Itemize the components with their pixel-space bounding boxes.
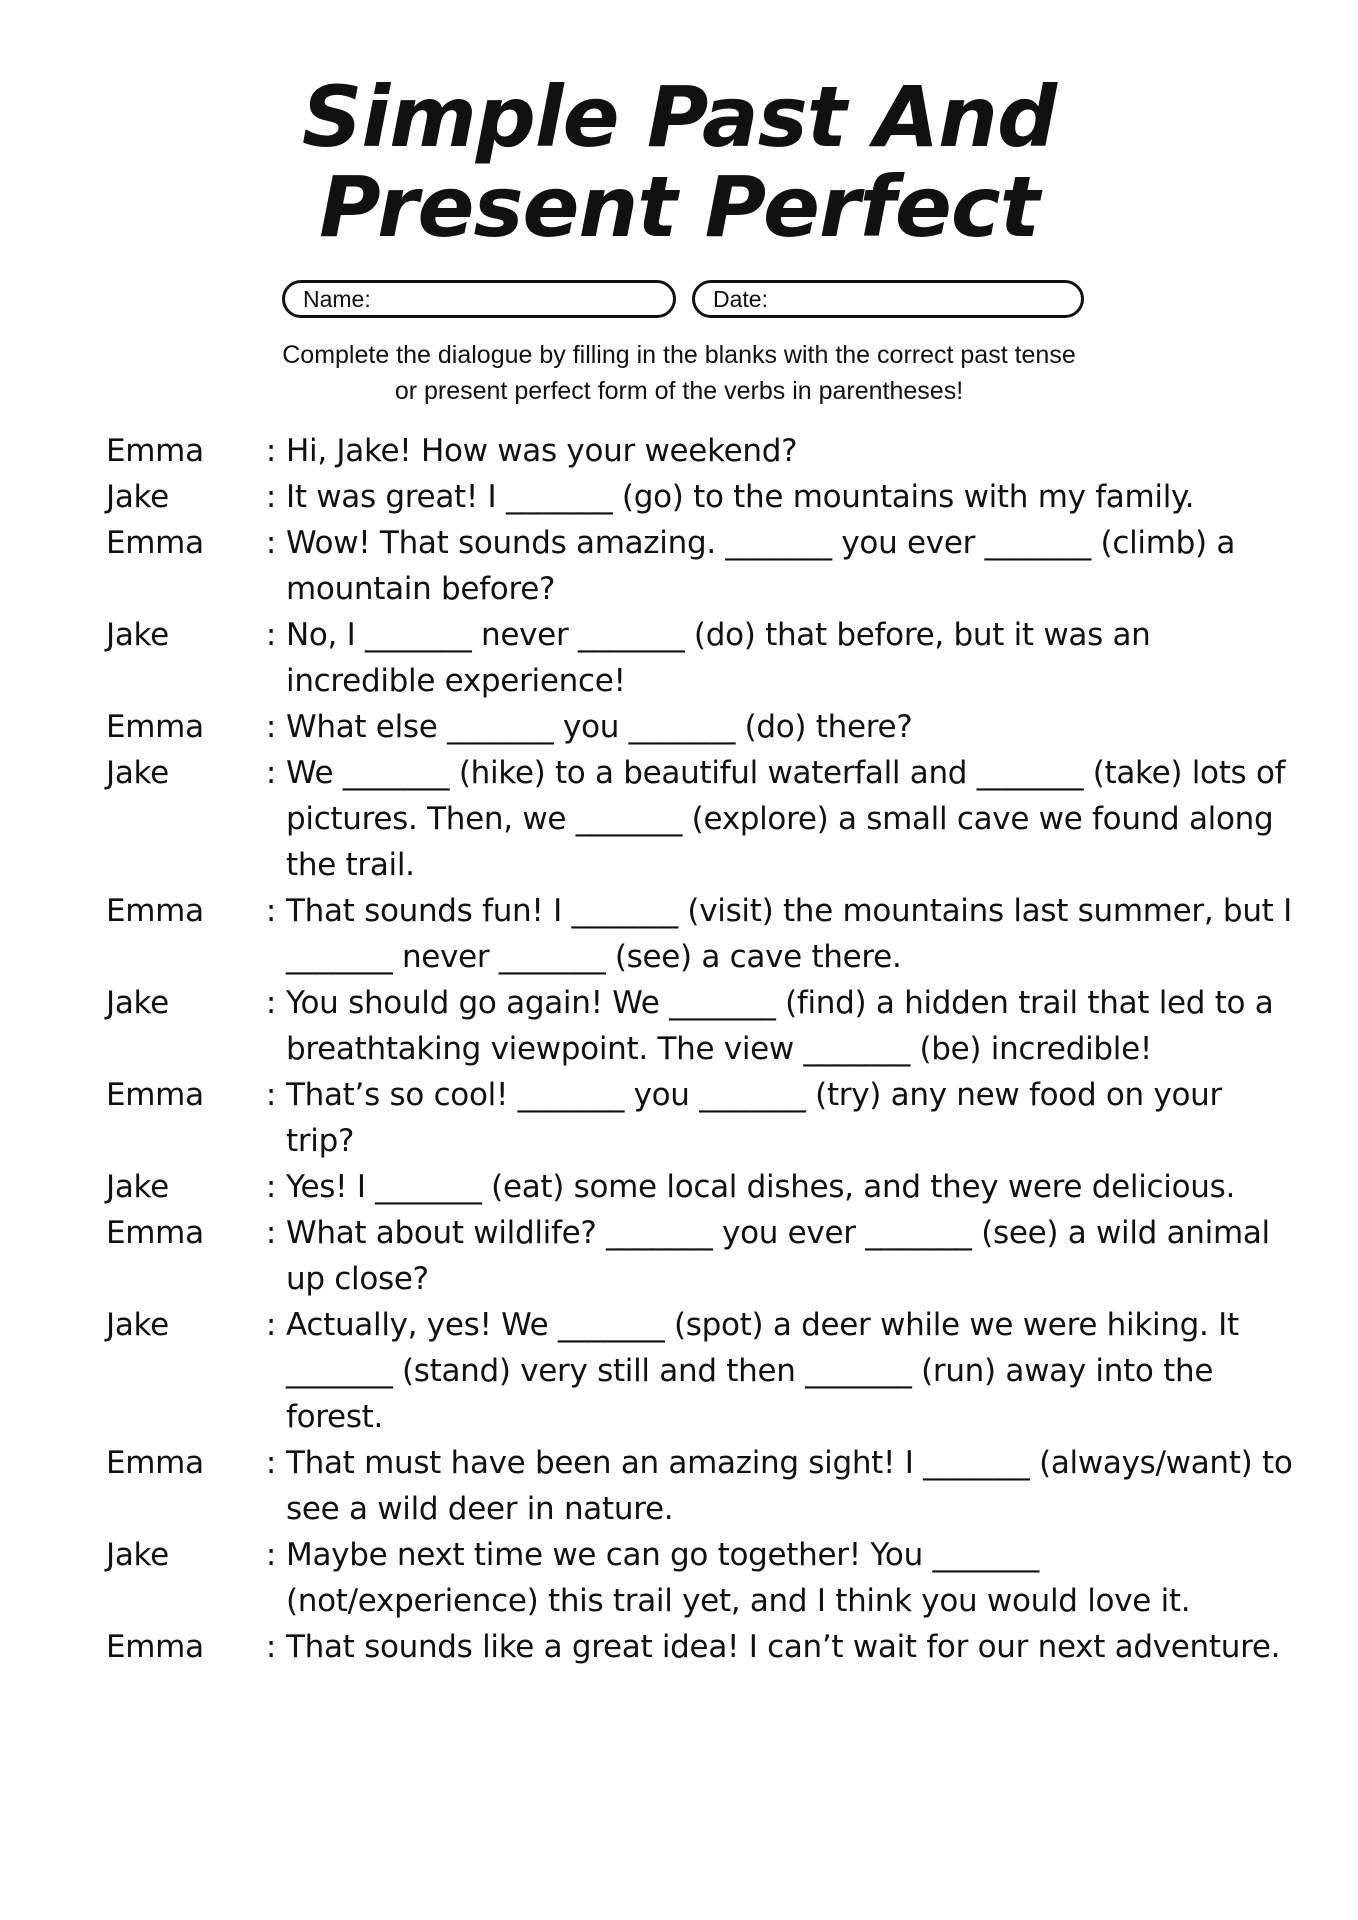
speaker-name: Emma	[106, 893, 204, 929]
dialogue-line: Maybe next time we can go together! You _______ (not/experience) this trail yet, and I think you would love it.	[286, 1537, 1191, 1619]
speaker-name: Jake	[106, 1307, 169, 1343]
dialogue-turn	[106, 1164, 1296, 1210]
speaker-name: Jake	[106, 479, 169, 515]
date-field[interactable]	[692, 280, 1084, 318]
separator-colon: :	[265, 1629, 277, 1665]
dialogue-line: Hi, Jake! How was your weekend?	[286, 433, 798, 469]
instructions-line-1: Complete the dialogue by filling in the blanks with the correct past tense	[282, 341, 1076, 369]
title-line-1: Simple Past And	[301, 68, 1057, 166]
date-label: Date:	[713, 286, 768, 312]
speaker-name: Emma	[106, 1077, 204, 1113]
separator-colon: :	[265, 1307, 277, 1343]
dialogue-turn	[106, 704, 1296, 750]
dialogue	[106, 428, 1296, 1670]
speaker-name: Emma	[106, 433, 204, 469]
speaker-name: Emma	[106, 525, 204, 561]
separator-colon: :	[265, 525, 277, 561]
dialogue-line: Yes! I _______ (eat) some local dishes, and they were delicious.	[286, 1169, 1236, 1205]
dialogue-line: That sounds fun! I _______ (visit) the mountains last summer, but I _______ never _______ (see) a cave there.	[286, 893, 1292, 975]
separator-colon: :	[265, 893, 277, 929]
dialogue-turn	[106, 1072, 1296, 1164]
dialogue-turn	[106, 1532, 1296, 1624]
dialogue-turn	[106, 888, 1296, 980]
speaker-name: Jake	[106, 985, 169, 1021]
dialogue-line: What about wildlife? _______ you ever _______ (see) a wild animal up close?	[286, 1215, 1270, 1297]
dialogue-line: No, I _______ never _______ (do) that before, but it was an incredible experience!	[286, 617, 1151, 699]
instructions	[0, 337, 1358, 409]
dialogue-turn	[106, 1210, 1296, 1302]
dialogue-turn	[106, 428, 1296, 474]
dialogue-line: That must have been an amazing sight! I _______ (always/want) to see a wild deer in nature.	[286, 1445, 1293, 1527]
dialogue-line: We _______ (hike) to a beautiful waterfall and _______ (take) lots of pictures. Then, we _______ (explore) a small cave we found along the trail.	[286, 755, 1286, 883]
speaker-name: Emma	[106, 709, 204, 745]
dialogue-turn	[106, 750, 1296, 888]
name-field[interactable]	[282, 280, 676, 318]
speaker-name: Jake	[106, 1169, 169, 1205]
dialogue-turn	[106, 474, 1296, 520]
dialogue-turn	[106, 980, 1296, 1072]
separator-colon: :	[265, 1537, 277, 1573]
dialogue-line: What else _______ you _______ (do) there?	[286, 709, 913, 745]
page-title	[0, 68, 1358, 256]
dialogue-line: Actually, yes! We _______ (spot) a deer while we were hiking. It _______ (stand) very still and then _______ (run) away into the forest.	[286, 1307, 1239, 1435]
instructions-line-2: or present perfect form of the verbs in parentheses!	[394, 377, 964, 405]
name-label: Name:	[303, 286, 371, 312]
dialogue-turn	[106, 612, 1296, 704]
dialogue-turn	[106, 520, 1296, 612]
dialogue-line: It was great! I _______ (go) to the mountains with my family.	[286, 479, 1195, 515]
separator-colon: :	[265, 479, 277, 515]
separator-colon: :	[265, 755, 277, 791]
title-line-2: Present Perfect	[319, 158, 1039, 256]
separator-colon: :	[265, 617, 277, 653]
speaker-name: Jake	[106, 617, 169, 653]
dialogue-line: That sounds like a great idea! I can’t wait for our next adventure.	[286, 1629, 1281, 1665]
separator-colon: :	[265, 1077, 277, 1113]
speaker-name: Emma	[106, 1629, 204, 1665]
separator-colon: :	[265, 709, 277, 745]
separator-colon: :	[265, 1215, 277, 1251]
speaker-name: Emma	[106, 1215, 204, 1251]
speaker-name: Jake	[106, 1537, 169, 1573]
separator-colon: :	[265, 985, 277, 1021]
speaker-name: Jake	[106, 755, 169, 791]
separator-colon: :	[265, 1169, 277, 1205]
dialogue-turn	[106, 1624, 1296, 1670]
dialogue-line: That’s so cool! _______ you _______ (try) any new food on your trip?	[286, 1077, 1222, 1159]
separator-colon: :	[265, 1445, 277, 1481]
dialogue-turn	[106, 1302, 1296, 1440]
dialogue-line: Wow! That sounds amazing. _______ you ever _______ (climb) a mountain before?	[286, 525, 1236, 607]
separator-colon: :	[265, 433, 277, 469]
speaker-name: Emma	[106, 1445, 204, 1481]
dialogue-line: You should go again! We _______ (find) a hidden trail that led to a breathtaking viewpoint. The view _______ (be) incredible!	[286, 985, 1274, 1067]
dialogue-turn	[106, 1440, 1296, 1532]
